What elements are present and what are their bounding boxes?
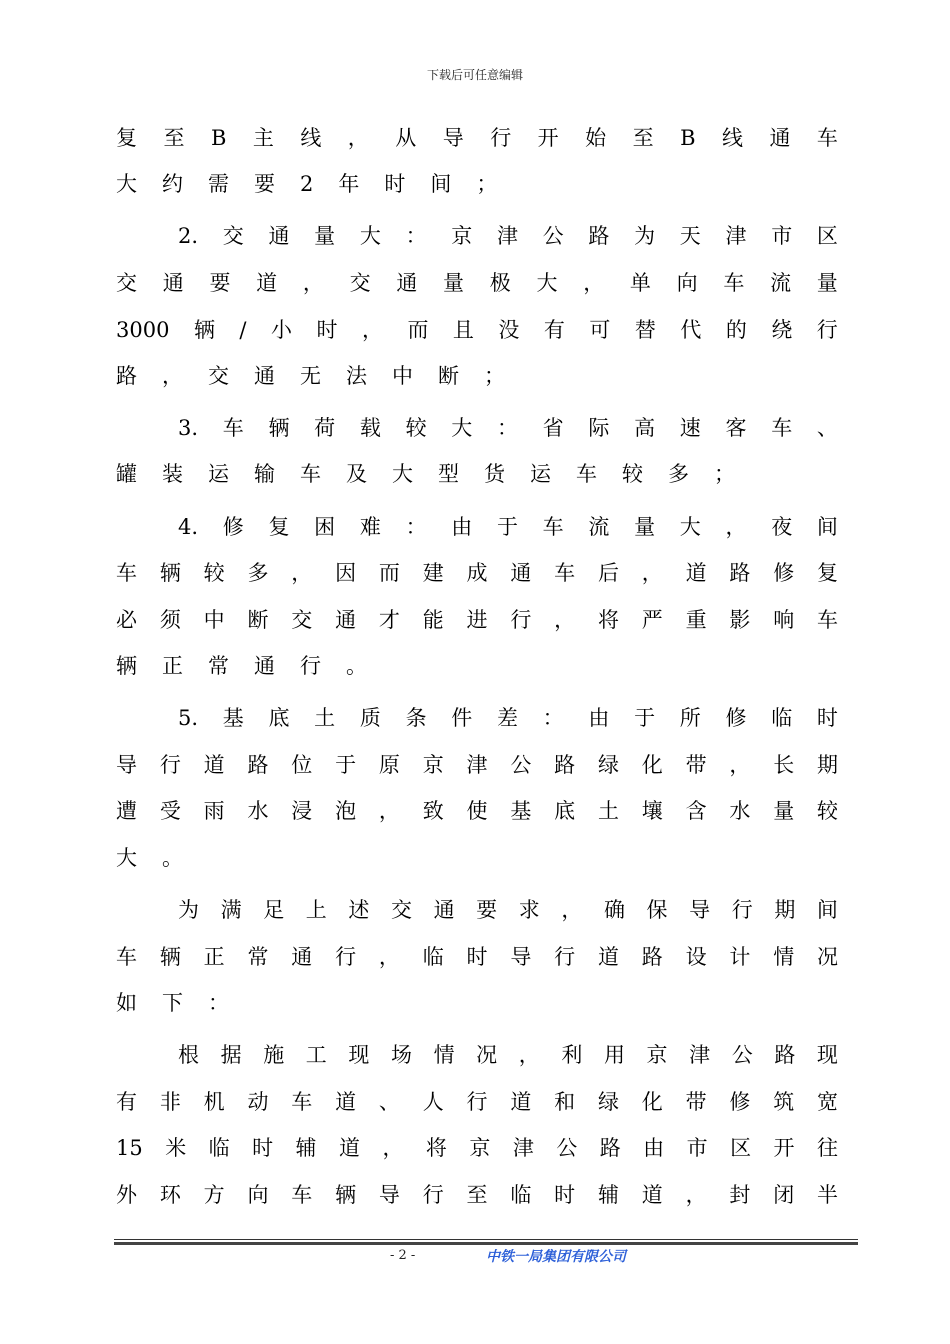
text-line: 遭 受 雨 水 浸 泡 ， 致 使 基 底 土 壤 含 水 量 较 xyxy=(116,799,838,823)
text-line: 如 下 ： xyxy=(116,991,229,1015)
text-line: 复 至 B 主 线 ， 从 导 行 开 始 至 B 线 通 车 xyxy=(116,126,838,150)
company-name: 中铁一局集团有限公司 xyxy=(486,1249,626,1265)
text-line: 车 辆 正 常 通 行 ， 临 时 导 行 道 路 设 计 情 况 xyxy=(116,945,838,969)
text-line: 交 通 要 道 ， 交 通 量 极 大 ， 单 向 车 流 量 xyxy=(116,271,838,295)
text-line: 必 须 中 断 交 通 才 能 进 行 ， 将 严 重 影 响 车 xyxy=(116,608,838,632)
text-line: 5. 基 底 土 质 条 件 差 ： 由 于 所 修 临 时 xyxy=(178,706,838,730)
page-header: 下载后可任意编辑 xyxy=(426,68,523,82)
footer-rule xyxy=(114,1239,858,1245)
text-line: 辆 正 常 通 行 。 xyxy=(116,654,367,678)
text-line: 车 辆 较 多 ， 因 而 建 成 通 车 后 ， 道 路 修 复 xyxy=(116,561,838,585)
text-line: 路 ， 交 通 无 法 中 断 ； xyxy=(116,364,505,388)
text-line: 导 行 道 路 位 于 原 京 津 公 路 绿 化 带 ， 长 期 xyxy=(116,753,838,777)
text-line: 为 满 足 上 述 交 通 要 求 ， 确 保 导 行 期 间 xyxy=(178,898,838,922)
text-line: 大 。 xyxy=(116,846,183,870)
text-line: 15 米 临 时 辅 道 ， 将 京 津 公 路 由 市 区 开 往 xyxy=(116,1136,838,1160)
text-line: 大 约 需 要 2 年 时 间 ； xyxy=(116,172,498,196)
text-line: 3000 辆 / 小 时 ， 而 且 没 有 可 替 代 的 绕 行 xyxy=(116,318,838,342)
text-line: 2. 交 通 量 大 ： 京 津 公 路 为 天 津 市 区 xyxy=(178,224,838,248)
page-number: - 2 - xyxy=(390,1248,416,1263)
text-line: 3. 车 辆 荷 载 较 大 ： 省 际 高 速 客 车 、 xyxy=(178,416,838,440)
text-line: 罐 装 运 输 车 及 大 型 货 运 车 较 多 ； xyxy=(116,462,735,486)
text-line: 外 环 方 向 车 辆 导 行 至 临 时 辅 道 ， 封 闭 半 xyxy=(116,1183,838,1207)
text-line: 有 非 机 动 车 道 、 人 行 道 和 绿 化 带 修 筑 宽 xyxy=(116,1090,838,1114)
text-line: 根 据 施 工 现 场 情 况 ， 利 用 京 津 公 路 现 xyxy=(178,1043,838,1067)
text-line: 4. 修 复 困 难 ： 由 于 车 流 量 大 ， 夜 间 xyxy=(178,515,838,539)
